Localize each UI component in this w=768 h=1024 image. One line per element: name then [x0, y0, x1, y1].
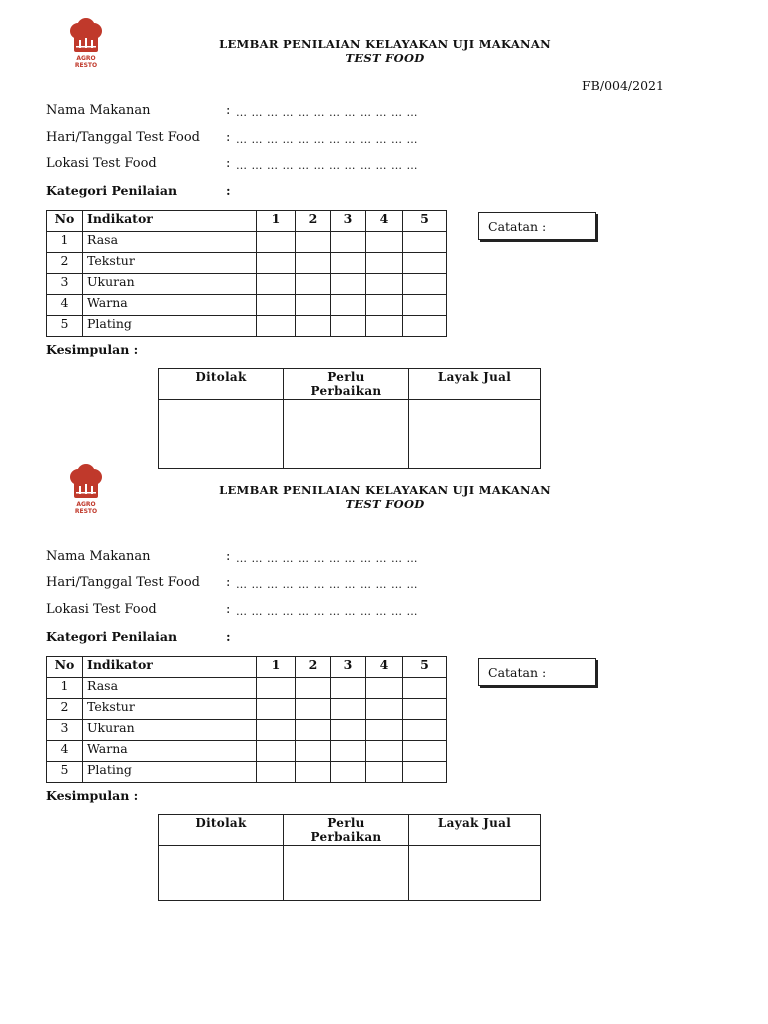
score-cell[interactable] [366, 762, 403, 783]
row-indikator: Tekstur [83, 253, 257, 274]
score-cell[interactable] [331, 741, 366, 762]
row-number: 3 [47, 720, 83, 741]
logo-text-agro: AGRO [76, 55, 96, 62]
field-colon: : [226, 549, 231, 564]
score-cell[interactable] [296, 253, 331, 274]
header-perlu-perbaikan [284, 815, 409, 846]
field-input-hari-tanggal[interactable]: … … … … … … … … … … … … [236, 133, 418, 146]
score-cell[interactable] [403, 720, 447, 741]
score-cell[interactable] [366, 253, 403, 274]
score-cell[interactable] [403, 232, 447, 253]
score-cell[interactable] [403, 295, 447, 316]
score-cell[interactable] [331, 316, 366, 337]
score-cell[interactable] [331, 295, 366, 316]
score-cell[interactable] [296, 295, 331, 316]
table-row [47, 678, 447, 699]
perlu-line: Perlu [327, 370, 365, 384]
row-number: 2 [47, 699, 83, 720]
score-cell[interactable] [296, 741, 331, 762]
header-indikator: Indikator [83, 657, 257, 678]
row-number: 4 [47, 741, 83, 762]
field-label-nama-makanan: Nama Makanan [46, 103, 151, 118]
score-cell[interactable] [403, 253, 447, 274]
score-cell[interactable] [331, 762, 366, 783]
row-indikator: Rasa [83, 232, 257, 253]
row-number: 5 [47, 762, 83, 783]
score-cell[interactable] [403, 762, 447, 783]
header-perlu-perbaikan [284, 369, 409, 400]
score-cell[interactable] [296, 274, 331, 295]
rating-table-header [47, 657, 447, 678]
header-score-1: 1 [257, 211, 296, 232]
field-label-lokasi: Lokasi Test Food [46, 156, 157, 171]
score-cell[interactable] [257, 762, 296, 783]
row-indikator: Rasa [83, 678, 257, 699]
header-no: No [47, 211, 83, 232]
perlu-line: Perlu [327, 816, 365, 830]
document-code: FB/004/2021 [582, 78, 664, 93]
score-cell[interactable] [296, 699, 331, 720]
row-indikator: Warna [83, 295, 257, 316]
logo-text-agro: AGRO [76, 501, 96, 508]
field-colon: : [226, 575, 231, 590]
field-colon: : [226, 602, 231, 617]
score-cell[interactable] [403, 316, 447, 337]
form-title: LEMBAR PENILAIAN KELAYAKAN UJI MAKANAN [219, 483, 551, 497]
field-colon: : [226, 156, 231, 171]
row-indikator: Plating [83, 762, 257, 783]
rating-table-header [47, 211, 447, 232]
score-cell[interactable] [331, 232, 366, 253]
layak-jual-cell[interactable] [409, 846, 541, 901]
score-cell[interactable] [331, 720, 366, 741]
score-cell[interactable] [403, 678, 447, 699]
score-cell[interactable] [257, 720, 296, 741]
header-score-5: 5 [403, 211, 447, 232]
form-subtitle: TEST FOOD [345, 497, 425, 511]
perlu-perbaikan-cell[interactable] [284, 846, 409, 901]
row-number: 1 [47, 678, 83, 699]
agro-resto-logo [64, 18, 108, 72]
field-label-nama-makanan: Nama Makanan [46, 549, 151, 564]
row-indikator: Warna [83, 741, 257, 762]
row-number: 2 [47, 253, 83, 274]
score-cell[interactable] [257, 274, 296, 295]
field-label-hari-tanggal: Hari/Tanggal Test Food [46, 130, 200, 145]
field-label-lokasi: Lokasi Test Food [46, 602, 157, 617]
agro-resto-logo [64, 464, 108, 518]
score-cell[interactable] [331, 274, 366, 295]
chef-hat-icon [64, 464, 108, 502]
row-number: 5 [47, 316, 83, 337]
header-score-4: 4 [366, 657, 403, 678]
field-input-lokasi[interactable]: … … … … … … … … … … … … [236, 605, 418, 618]
header-score-1: 1 [257, 657, 296, 678]
kategori-penilaian-label: Kategori Penilaian [46, 629, 178, 644]
score-cell[interactable] [296, 316, 331, 337]
score-cell[interactable] [366, 232, 403, 253]
chef-hat-icon [64, 18, 108, 56]
header-ditolak: Ditolak [159, 369, 284, 400]
score-cell[interactable] [257, 232, 296, 253]
conclusion-table [158, 814, 541, 901]
rating-table [46, 656, 447, 783]
row-number: 4 [47, 295, 83, 316]
score-cell[interactable] [257, 741, 296, 762]
table-row [47, 741, 447, 762]
header-score-3: 3 [331, 657, 366, 678]
score-cell[interactable] [366, 741, 403, 762]
form-sheet-2 [0, 446, 768, 916]
field-input-nama-makanan[interactable]: … … … … … … … … … … … … [236, 552, 418, 565]
field-colon: : [226, 130, 231, 145]
score-cell[interactable] [296, 762, 331, 783]
header-indikator: Indikator [83, 211, 257, 232]
header-score-2: 2 [296, 211, 331, 232]
catatan-box[interactable]: Catatan : [478, 658, 596, 686]
score-cell[interactable] [296, 720, 331, 741]
row-number: 3 [47, 274, 83, 295]
header-layak-jual: Layak Jual [409, 815, 541, 846]
kategori-colon: : [226, 629, 231, 644]
header-score-3: 3 [331, 211, 366, 232]
rating-table [46, 210, 447, 337]
score-cell[interactable] [366, 699, 403, 720]
score-cell[interactable] [366, 678, 403, 699]
field-colon: : [226, 103, 231, 118]
score-cell[interactable] [366, 720, 403, 741]
field-input-lokasi[interactable]: … … … … … … … … … … … … [236, 159, 418, 172]
kesimpulan-label: Kesimpulan : [46, 342, 139, 357]
perbaikan-line: Perbaikan [310, 384, 382, 398]
table-row [47, 316, 447, 337]
row-number: 1 [47, 232, 83, 253]
score-cell[interactable] [257, 316, 296, 337]
table-row [47, 232, 447, 253]
table-row [47, 699, 447, 720]
score-cell[interactable] [257, 253, 296, 274]
table-row [47, 274, 447, 295]
score-cell[interactable] [366, 274, 403, 295]
catatan-box[interactable]: Catatan : [478, 212, 596, 240]
field-input-nama-makanan[interactable]: … … … … … … … … … … … … [236, 106, 418, 119]
row-indikator: Tekstur [83, 699, 257, 720]
row-indikator: Ukuran [83, 720, 257, 741]
row-indikator: Plating [83, 316, 257, 337]
header-score-2: 2 [296, 657, 331, 678]
table-row [47, 253, 447, 274]
field-input-hari-tanggal[interactable]: … … … … … … … … … … … … [236, 578, 418, 591]
kategori-penilaian-label: Kategori Penilaian [46, 183, 178, 198]
header-score-4: 4 [366, 211, 403, 232]
kesimpulan-label: Kesimpulan : [46, 788, 139, 803]
form-sheet-1 [0, 0, 768, 470]
perbaikan-line: Perbaikan [310, 830, 382, 844]
score-cell[interactable] [257, 678, 296, 699]
row-indikator: Ukuran [83, 274, 257, 295]
header-score-5: 5 [403, 657, 447, 678]
score-cell[interactable] [331, 699, 366, 720]
form-subtitle: TEST FOOD [345, 51, 425, 65]
score-cell[interactable] [331, 678, 366, 699]
logo-text-resto: RESTO [74, 508, 98, 515]
score-cell[interactable] [331, 253, 366, 274]
score-cell[interactable] [403, 699, 447, 720]
score-cell[interactable] [257, 295, 296, 316]
header-ditolak: Ditolak [159, 815, 284, 846]
score-cell[interactable] [366, 295, 403, 316]
score-cell[interactable] [296, 678, 331, 699]
table-row [47, 762, 447, 783]
field-label-hari-tanggal: Hari/Tanggal Test Food [46, 575, 200, 590]
table-row [47, 295, 447, 316]
kategori-colon: : [226, 183, 231, 198]
score-cell[interactable] [403, 274, 447, 295]
header-layak-jual: Layak Jual [409, 369, 541, 400]
table-row [47, 720, 447, 741]
score-cell[interactable] [296, 232, 331, 253]
header-no: No [47, 657, 83, 678]
ditolak-cell[interactable] [159, 846, 284, 901]
score-cell[interactable] [366, 316, 403, 337]
form-title: LEMBAR PENILAIAN KELAYAKAN UJI MAKANAN [219, 37, 551, 51]
score-cell[interactable] [257, 699, 296, 720]
score-cell[interactable] [403, 741, 447, 762]
logo-text-resto: RESTO [74, 62, 98, 69]
